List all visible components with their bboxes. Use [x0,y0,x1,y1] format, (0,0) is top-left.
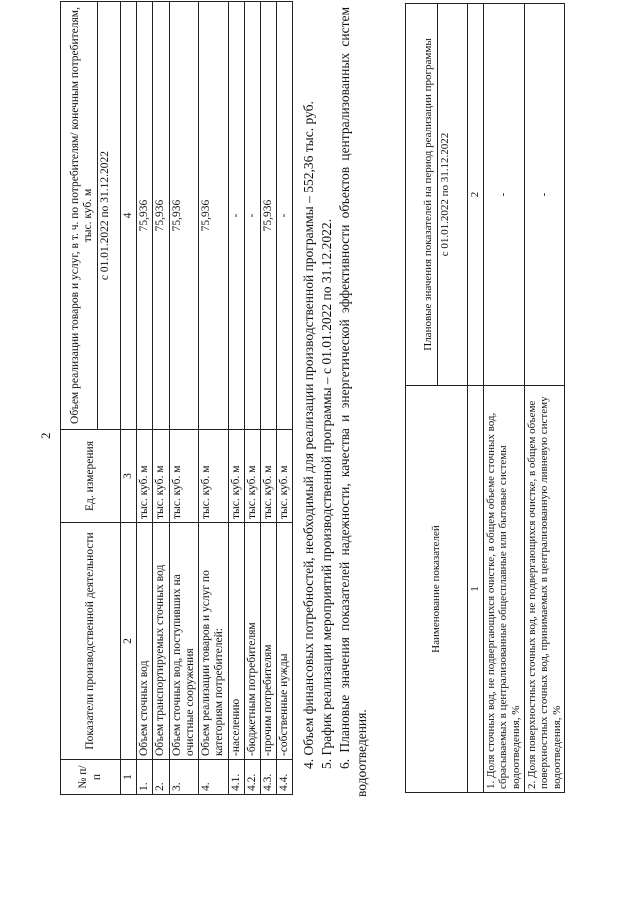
paragraph-5: 5. График реализации мероприятий производственной программы – с 01.01.2022 по 31.12.2022. [318,218,334,769]
row-name: Объем сточных вод [137,523,153,760]
row-unit: тыс. куб. м [260,430,276,523]
table-row [524,4,565,793]
row-num: 4.3. [260,760,276,795]
paragraph-4: 4. Объем финансовых потребностей, необходимый для реализации производственной программы – 552,36 тыс. руб. [301,101,316,769]
row-name: -собственные нужды [277,523,293,760]
indicators-table [405,3,565,793]
row-unit: тыс. куб. м [137,430,153,523]
row-name: 1. Доля сточных вод, не подвергающихся очистке, в общем объеме сточных вод, сбрасываемых в централизованные общесплавные или бытовые системы водоотведения, % [483,386,524,793]
row-num: 4.2. [244,760,260,795]
row-num: 2. [153,760,169,795]
row-unit: тыс. куб. м [277,430,293,523]
col-number: 1 [121,760,137,795]
table-row [228,2,244,795]
header-indicator: Показатели производственной деятельности [61,523,121,760]
production-table [60,1,293,795]
row-name: -прочим потребителям [260,523,276,760]
row-value: - [277,2,293,430]
col-number: 2 [468,4,484,386]
row-value: - [483,4,524,386]
row-value: - [244,2,260,430]
paragraphs [300,7,371,797]
row-value: - [524,4,565,386]
col-number: 4 [121,2,137,430]
row-value: 75,936 [153,2,169,430]
row-value: 75,936 [137,2,153,430]
col-number: 2 [121,523,137,760]
page-number: 2 [38,432,53,439]
header-num: № п/п [61,760,121,795]
table-row [483,4,524,793]
row-value: 75,936 [199,2,228,430]
table-row [137,2,153,795]
table-row [199,2,228,795]
row-value: 75,936 [260,2,276,430]
header-plan-period: с 01.01.2022 по 31.12.2022 [437,4,453,385]
row-num: 1. [137,760,153,795]
row-num: 3. [169,760,198,795]
col-number: 3 [121,430,137,523]
row-value: 75,936 [169,2,198,430]
row-name: -населению [228,523,244,760]
header-name: Наименование показателей [406,386,468,793]
row-name: 2. Доля поверхностных сточных вод, не подвергающихся очистке, в общем объеме поверхностных сточных вод, принимаемых в централизованную ливневую систему водоотведения, % [524,386,565,793]
row-num: 4.4. [277,760,293,795]
row-unit: тыс. куб. м [228,430,244,523]
table-row [169,2,198,795]
row-num: 4. [199,760,228,795]
header-plan [406,4,468,386]
row-name: Объем транспортируемых сточных вод [153,523,169,760]
row-unit: тыс. куб. м [244,430,260,523]
row-name: Объем реализации товаров и услуг по категориям потребителей: [199,523,228,760]
header-plan-title: Плановые значения показателей на период реализации программы [422,38,435,351]
table-row [260,2,276,795]
table-row [121,2,137,795]
table-row [153,2,169,795]
col-number: 1 [468,386,484,793]
row-value: - [228,2,244,430]
paragraph-6: 6. Плановые значения показателей надежности, качества и энергетической эффективности объектов централизованных систем водоотведения. [336,7,370,797]
row-unit: тыс. куб. м [153,430,169,523]
table-row [244,2,260,795]
row-name: Объем сточных вод, поступивших на очистные сооружения [169,523,198,760]
header-value [61,2,121,430]
row-num: 4.1. [228,760,244,795]
header-unit: Ед. измерения [61,430,121,523]
row-name: -бюджетным потребителям [244,523,260,760]
table-row [468,4,484,793]
row-unit: тыс. куб. м [169,430,198,523]
header-value-title: Объем реализации товаров и услуг, в т. ч. по потребителям/ конечным потребителям, тыс. куб. м [69,7,95,424]
table-row [277,2,293,795]
header-period: с 01.01.2022 по 31.12.2022 [97,2,112,429]
row-unit: тыс. куб. м [199,430,228,523]
